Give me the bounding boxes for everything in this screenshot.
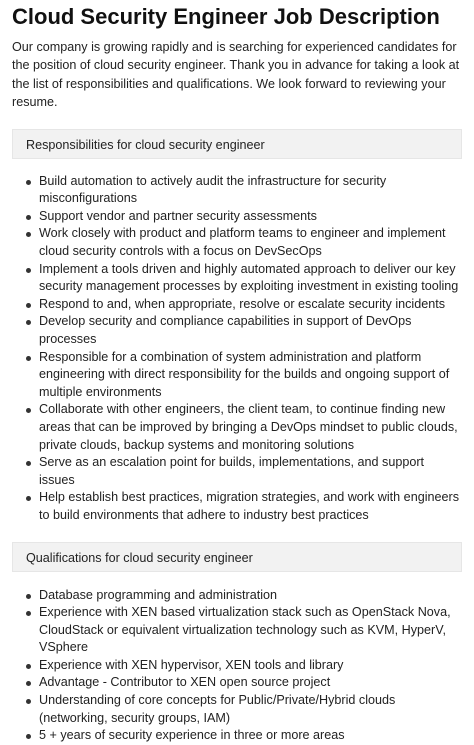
bullet-icon [26, 180, 31, 185]
bullet-icon [26, 611, 31, 616]
responsibilities-list [12, 173, 462, 525]
list-item [12, 261, 462, 296]
list-item [12, 587, 462, 605]
list-item [12, 349, 462, 402]
list-item [12, 296, 462, 314]
list-item-text: Support vendor and partner security assessments [39, 208, 317, 223]
bullet-icon [26, 408, 31, 413]
list-item-text: Experience with XEN based virtualization stack such as OpenStack Nova, CloudStack or equivalent virtualization technology such as KVM, HyperV, VSphere [39, 605, 451, 655]
list-item-text: Serve as an escalation point for builds, implementations, and support issues [39, 455, 425, 487]
list-item [12, 604, 462, 657]
bullet-icon [26, 232, 31, 237]
list-item [12, 489, 462, 524]
list-item [12, 173, 462, 208]
bullet-icon [26, 303, 31, 308]
list-item-text: Develop security and compliance capabilities in support of DevOps processes [39, 314, 412, 346]
list-item [12, 225, 462, 260]
list-item [12, 674, 462, 692]
list-item-text: Understanding of core concepts for Public/Private/Hybrid clouds (networking, security groups, IAM) [39, 693, 396, 725]
list-item [12, 208, 462, 226]
list-item-text: 5 + years of security experience in three or more areas [39, 728, 345, 743]
bullet-icon [26, 699, 31, 704]
list-item-text: Implement a tools driven and highly automated approach to deliver our key security management processes by exploiting investment in existing tooling [39, 261, 459, 294]
bullet-icon [26, 215, 31, 220]
bullet-icon [26, 664, 31, 669]
bullet-icon [26, 320, 31, 325]
bullet-icon [26, 356, 31, 361]
list-item-text: Build automation to actively audit the infrastructure for security misconfigurations [39, 173, 387, 206]
bullet-icon [26, 461, 31, 466]
list-item-text: Collaborate with other engineers, the client team, to continue finding new areas that can be improved by bringing a DevOps mindset to public clouds, private clouds, backup systems and monitoring solutions [39, 402, 458, 452]
list-item-text: Respond to and, when appropriate, resolve or escalate security incidents [39, 296, 446, 311]
responsibilities-heading: Responsibilities for cloud security engineer [12, 129, 462, 159]
bullet-icon [26, 268, 31, 273]
bullet-icon [26, 681, 31, 686]
qualifications-heading: Qualifications for cloud security engineer [12, 542, 462, 572]
bullet-icon [26, 734, 31, 739]
list-item-text: Advantage - Contributor to XEN open source project [39, 675, 331, 690]
qualifications-list [12, 587, 462, 745]
list-item [12, 727, 462, 745]
bullet-icon [26, 496, 31, 501]
list-item-text: Work closely with product and platform teams to engineer and implement cloud security controls with a focus on DevSecOps [39, 226, 446, 258]
list-item-text: Responsible for a combination of system administration and platform engineering with direct responsibility for the builds and ongoing support of multiple environments [39, 349, 450, 399]
list-item-text: Help establish best practices, migration strategies, and work with engineers to build environments that adhere to industry best practices [39, 490, 459, 522]
list-item-text: Experience with XEN hypervisor, XEN tools and library [39, 657, 344, 672]
intro-paragraph: Our company is growing rapidly and is searching for experienced candidates for the position of cloud security engineer. Thank you in advance for taking a look at the list of responsibilities and qualifications. We look forward to reviewing your resume. [12, 40, 460, 110]
list-item-text: Database programming and administration [39, 587, 278, 602]
list-item [12, 692, 462, 727]
bullet-icon [26, 594, 31, 599]
list-item [12, 401, 462, 454]
list-item [12, 313, 462, 348]
list-item [12, 454, 462, 489]
list-item [12, 657, 462, 675]
page-title: Cloud Security Engineer Job Description [12, 4, 440, 29]
